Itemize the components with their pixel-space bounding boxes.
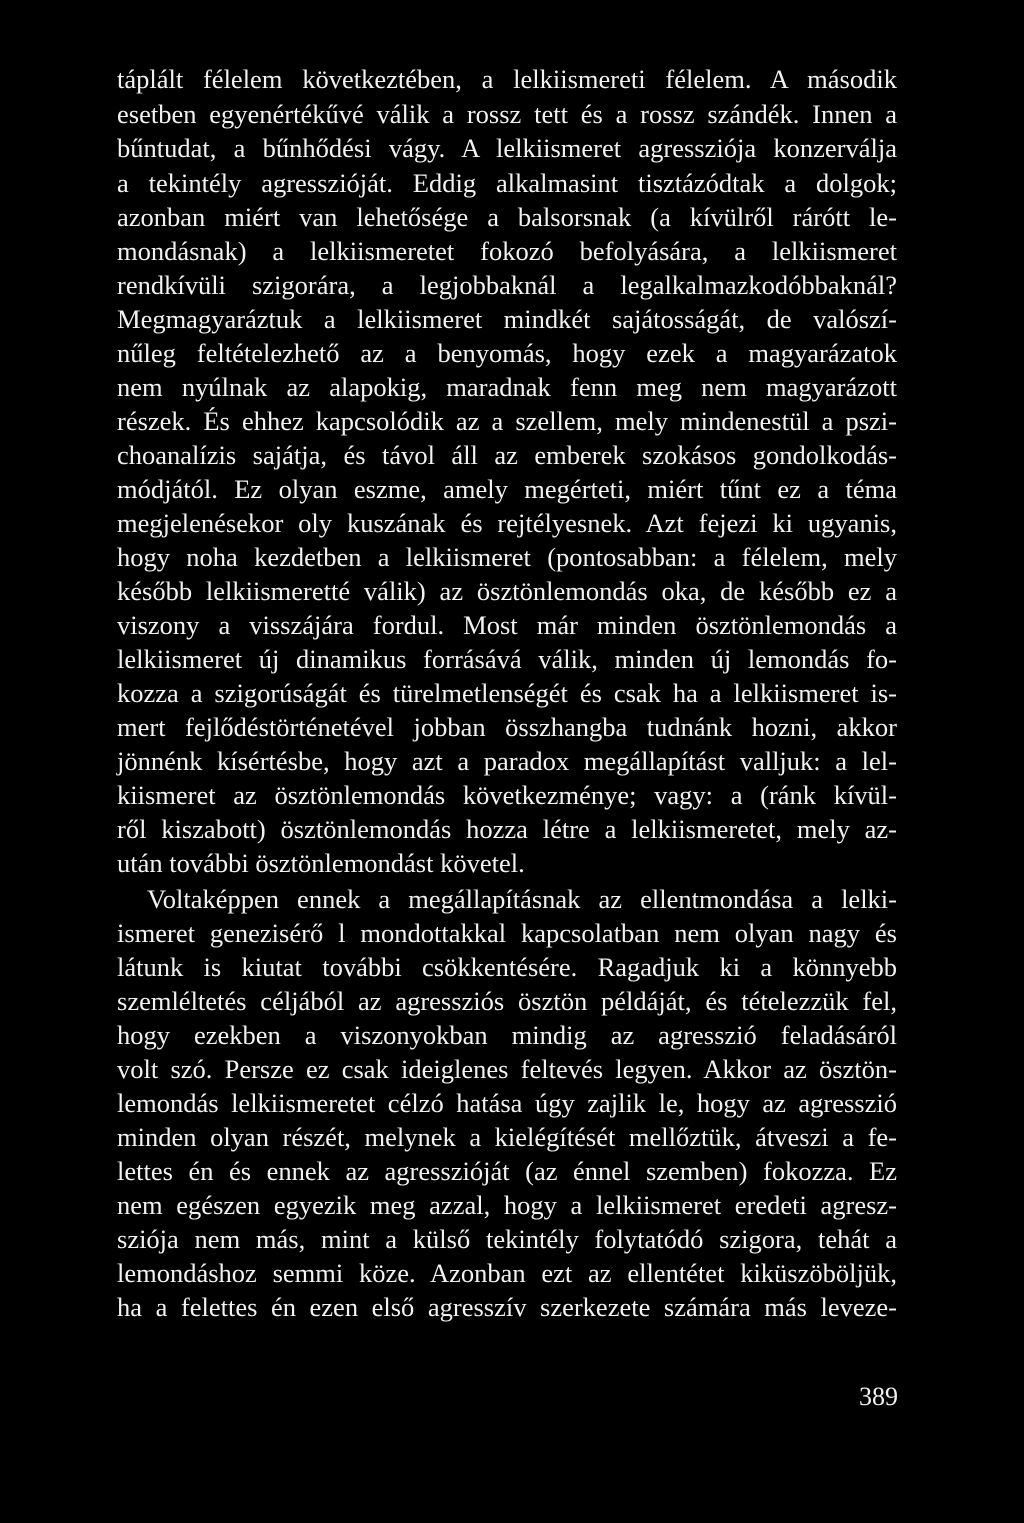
text-line: lemondás lelkiismeretet célzó hatása úgy zajlik le, hogy az agresszió: [117, 1088, 897, 1118]
text-line: látunk is kiutat további csökkentésére. Ragadjuk ki a könnyebb: [117, 952, 897, 982]
text-line: hogy ezekben a viszonyokban mindig az agresszió feladásáról: [117, 1020, 897, 1050]
text-line: a tekintély agresszióját. Eddig alkalmasint tisztázódtak a dolgok;: [117, 168, 897, 198]
text-line: nűleg feltételezhető az a benyomás, hogy ezek a magyarázatok: [117, 338, 897, 368]
text-line: volt szó. Persze ez csak ideiglenes feltevés legyen. Akkor az ösztön-: [117, 1054, 897, 1084]
text-line: azonban miért van lehetősége a balsorsnak (a kívülről rárótt le-: [117, 202, 897, 232]
text-line: ismeret genezisérő l mondottakkal kapcsolatban nem olyan nagy és: [117, 918, 897, 948]
text-line: lettes én és ennek az agresszióját (az énnel szemben) fokozza. Ez: [117, 1156, 897, 1186]
text-line: lemondáshoz semmi köze. Azonban ezt az ellentétet kiküszöböljük,: [117, 1258, 897, 1288]
text-line: megjelenésekor oly kuszának és rejtélyesnek. Azt fejezi ki ugyanis,: [117, 508, 897, 538]
text-line: kozza a szigorúságát és türelmetlenségét és csak ha a lelkiismeret is-: [117, 678, 897, 708]
text-line: később lelkiismeretté válik) az ösztönlemondás oka, de később ez a: [117, 576, 897, 606]
text-line: mondásnak) a lelkiismeretet fokozó befolyására, a lelkiismeret: [117, 236, 897, 266]
text-line: nem egészen egyezik meg azzal, hogy a lelkiismeret eredeti agresz-: [117, 1190, 897, 1220]
text-line: módjától. Ez olyan eszme, amely megérteti, miért tűnt ez a téma: [117, 474, 897, 504]
text-line: jönnénk kísértésbe, hogy azt a paradox megállapítást valljuk: a lel-: [117, 746, 897, 776]
text-line: kiismeret az ösztönlemondás következménye; vagy: a (ránk kívül-: [117, 780, 897, 810]
text-line: esetben egyenértékűvé válik a rossz tett és a rossz szándék. Innen a: [117, 99, 897, 129]
text-line: choanalízis sajátja, és távol áll az emberek szokásos gondolkodás-: [117, 440, 897, 470]
text-line: után további ösztönlemondást követel.: [117, 848, 525, 878]
text-line: ről kiszabott) ösztönlemondás hozza létre a lelkiismeretet, mely az-: [117, 814, 897, 844]
text-line: részek. És ehhez kapcsolódik az a szellem, mely mindenestül a pszi-: [117, 406, 897, 436]
text-line: mert fejlődéstörténetével jobban összhangba tudnánk hozni, akkor: [117, 712, 897, 742]
paragraph-start-line: Voltaképpen ennek a megállapításnak az ellentmondása a lelki-: [147, 884, 897, 914]
text-line: minden olyan részét, melynek a kielégítését mellőztük, átveszi a fe-: [117, 1122, 897, 1152]
text-line: rendkívüli szigorára, a legjobbaknál a legalkalmazkodóbbaknál?: [117, 270, 897, 300]
text-line: sziója nem más, mint a külső tekintély folytatódó szigora, tehát a: [117, 1224, 897, 1254]
text-line: hogy noha kezdetben a lelkiismeret (pontosabban: a félelem, mely: [117, 542, 897, 572]
text-line: viszony a visszájára fordul. Most már minden ösztönlemondás a: [117, 610, 897, 640]
text-line: Megmagyaráztuk a lelkiismeret mindkét sajátosságát, de valószí-: [117, 304, 897, 334]
text-line: nem nyúlnak az alapokig, maradnak fenn meg nem magyarázott: [117, 372, 897, 402]
text-line: táplált félelem következtében, a lelkiismereti félelem. A második: [117, 64, 897, 94]
text-line: bűntudat, a bűnhődési vágy. A lelkiismeret agressziója konzerválja: [117, 133, 897, 163]
text-line: ha a felettes én ezen első agresszív szerkezete számára más leveze-: [117, 1292, 897, 1322]
page-number: 389: [859, 1382, 898, 1411]
text-line: lelkiismeret új dinamikus forrásává válik, minden új lemondás fo-: [117, 644, 897, 674]
text-line: szemléltetés céljából az agressziós ösztön példáját, és tételezzük fel,: [117, 986, 897, 1016]
